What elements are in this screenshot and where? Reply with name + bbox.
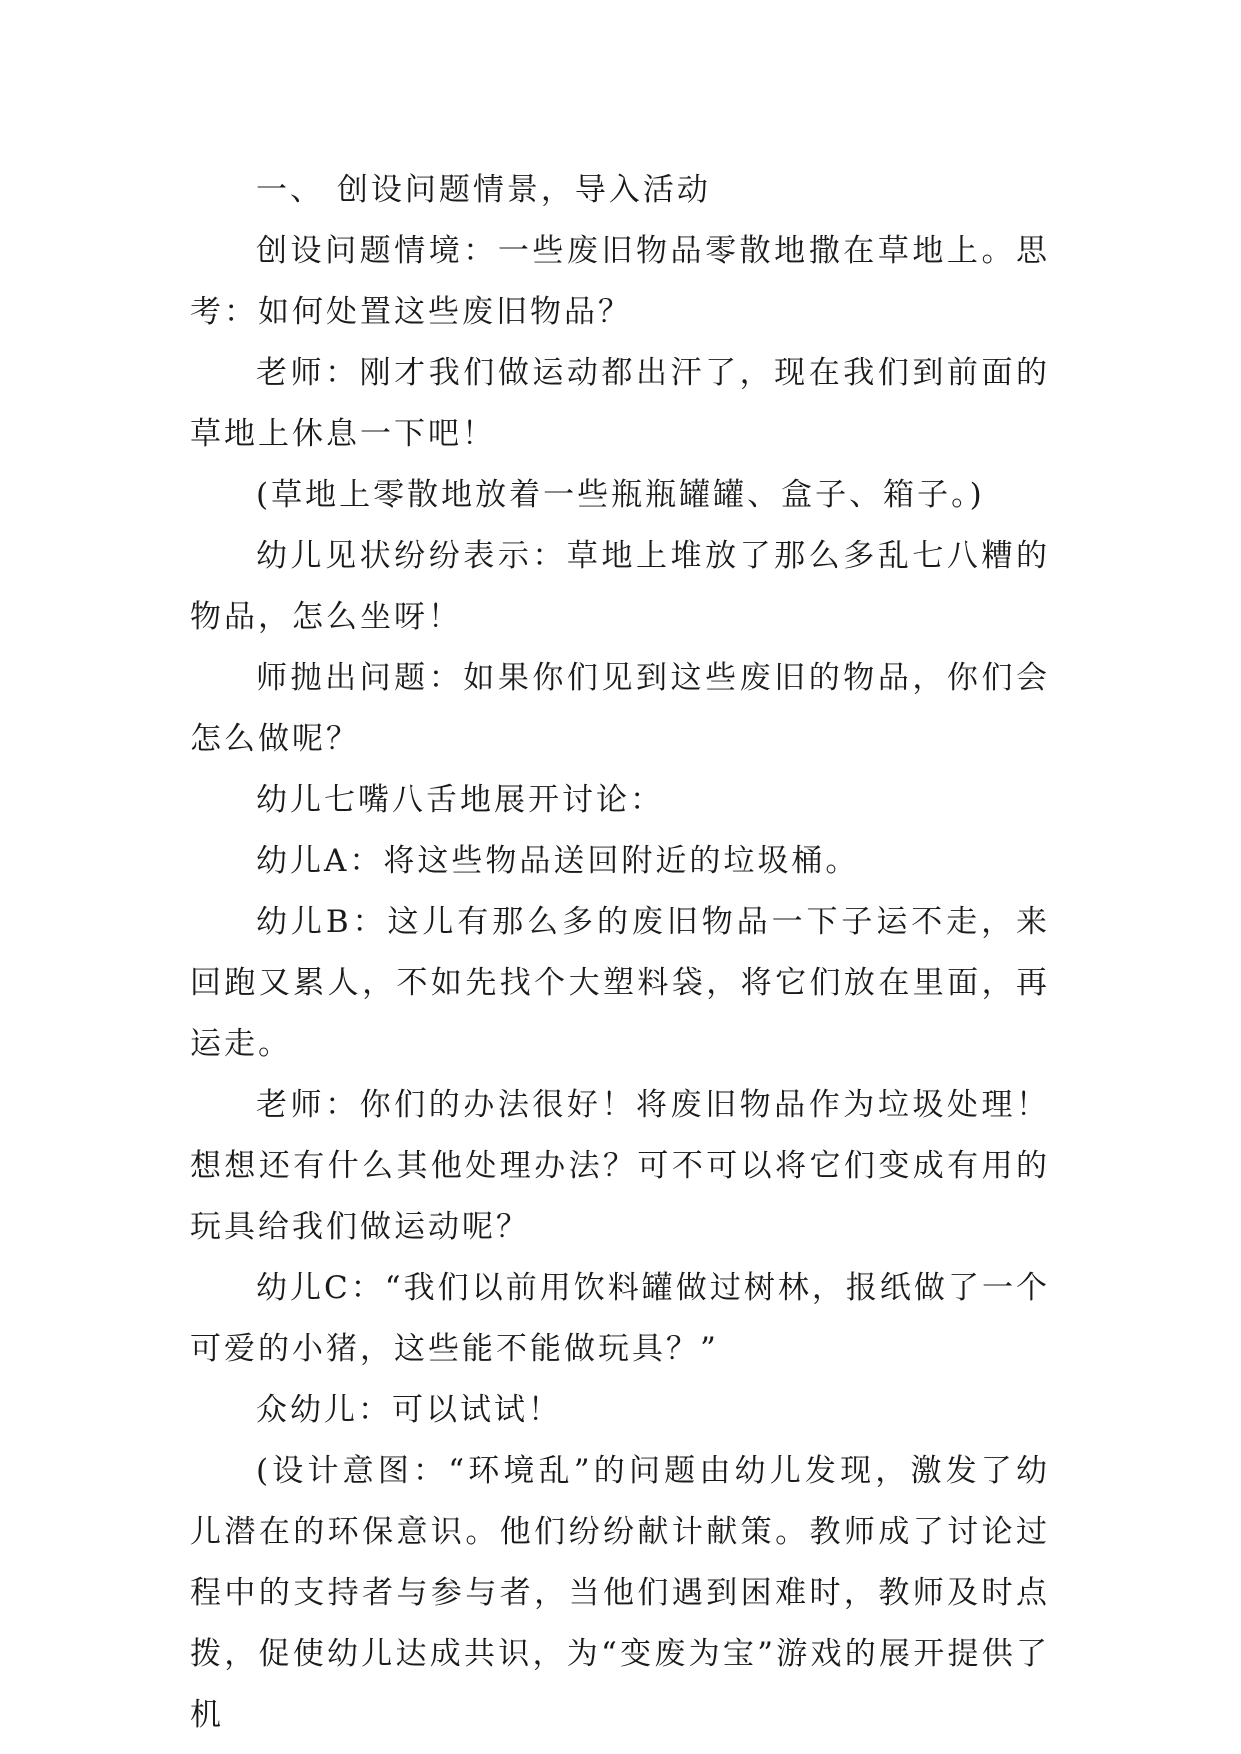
paragraph-child-b: 幼儿B：这儿有那么多的废旧物品一下子运不走，来回跑又累人，不如先找个大塑料袋，将它们放在里面，再运走。 [190,904,1050,1062]
paragraph-discussion: 幼儿七嘴八舌地展开讨论： [256,782,664,818]
section-heading: 一、 创设问题情景，导入活动 [256,172,711,208]
paragraph-problem-situation: 创设问题情境：一些废旧物品零散地撒在草地上。思考：如何处置这些废旧物品？ [190,233,1050,330]
paragraph-teacher-praise: 老师：你们的办法很好！将废旧物品作为垃圾处理！想想还有什么其他处理办法？可不可以将它们变成有用的玩具给我们做运动呢？ [190,1087,1050,1245]
paragraph-teacher-rest: 老师：刚才我们做运动都出汗了，现在我们到前面的草地上休息一下吧！ [190,355,1050,452]
paragraph-design-intent: (设计意图：“环境乱”的问题由幼儿发现，激发了幼儿潜在的环保意识。他们纷纷献计献策。教师成了讨论过程中的支持者与参与者，当他们遇到困难时，教师及时点拨，促使幼儿达成共识，为“变废为宝”游戏的展开提供了机 [190,1453,1050,1733]
paragraph-children-react: 幼儿见状纷纷表示：草地上堆放了那么多乱七八糟的物品，怎么坐呀！ [190,538,1050,635]
paragraph-children-agree: 众幼儿：可以试试！ [256,1392,562,1428]
paragraph-teacher-question: 师抛出问题：如果你们见到这些废旧的物品，你们会怎么做呢？ [190,660,1050,757]
document-body [190,160,1050,1746]
paragraph-child-c: 幼儿C：“我们以前用饮料罐做过树林，报纸做了一个可爱的小猪，这些能不能做玩具？” [190,1270,1050,1367]
paragraph-grass-items: (草地上零散地放着一些瓶瓶罐罐、盒子、箱子。) [256,477,985,513]
paragraph-child-a: 幼儿A：将这些物品送回附近的垃圾桶。 [256,843,860,879]
